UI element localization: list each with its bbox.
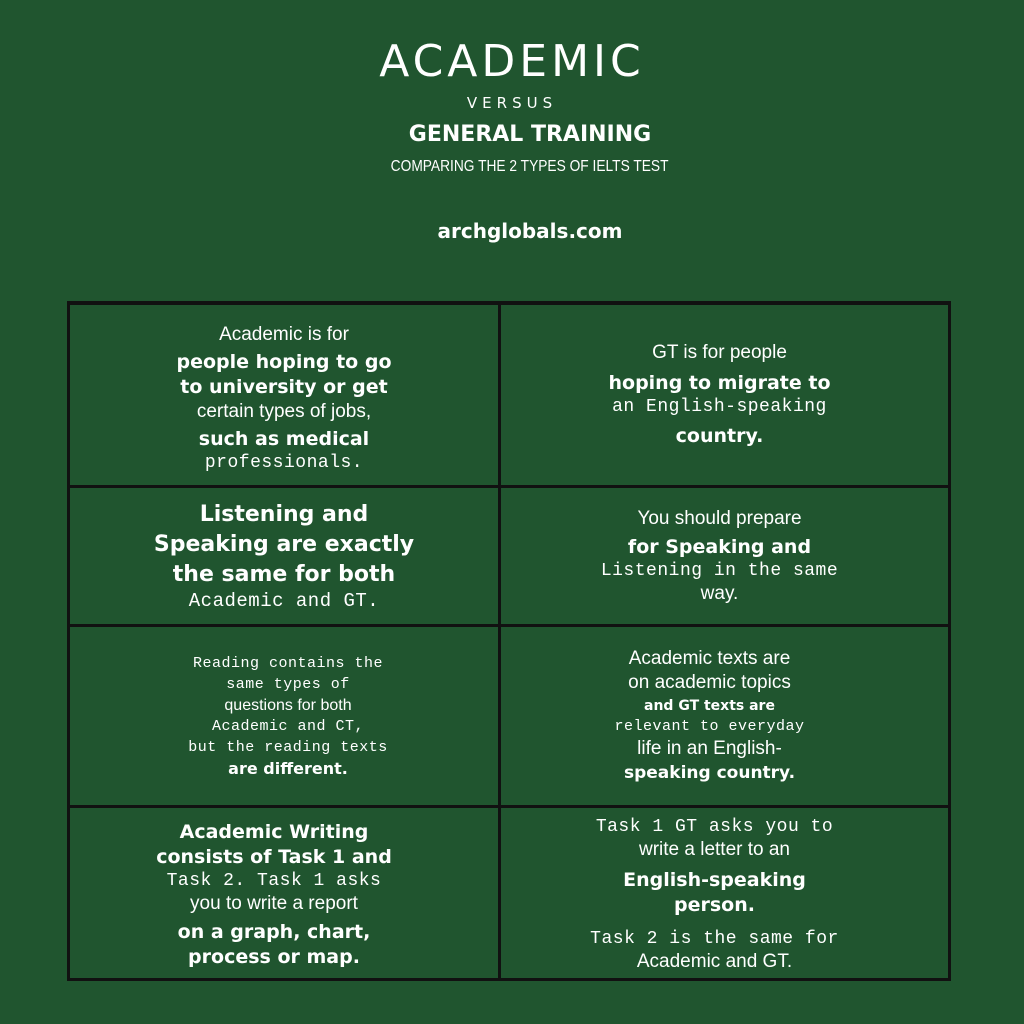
- cell-text: Task 2. Task 1 asks: [166, 870, 382, 891]
- cell-text: on a graph, chart,: [177, 920, 371, 943]
- cell-text: professionals.: [204, 452, 364, 473]
- cell-text: on academic topics: [628, 672, 791, 693]
- cell-text: are different.: [228, 759, 348, 778]
- cell-text: process or map.: [188, 945, 360, 968]
- cell-text: Listening in the same: [600, 560, 839, 581]
- page-subtitle: GENERAL TRAINING: [408, 122, 652, 147]
- cell-text: hoping to migrate to: [608, 372, 831, 394]
- cell-prepare: [501, 488, 948, 624]
- page-title: ACADEMIC: [379, 36, 645, 87]
- cell-text: the same for both: [172, 562, 396, 587]
- cell-text: life in an English-: [637, 738, 782, 759]
- cell-academic-for: [70, 305, 498, 485]
- versus-label: VERSUS: [466, 94, 558, 112]
- cell-text: but the reading texts: [188, 739, 388, 756]
- cell-text: Academic and CT,: [211, 718, 365, 735]
- cell-text: people hoping to go: [176, 350, 392, 373]
- cell-text: certain types of jobs,: [196, 400, 372, 422]
- cell-text: You should prepare: [637, 507, 802, 529]
- comparison-caption: COMPARING THE 2 TYPES OF IELTS TEST: [390, 158, 669, 175]
- cell-text: person.: [674, 893, 755, 916]
- cell-text: to university or get: [180, 375, 388, 398]
- cell-reading-types: [70, 627, 498, 805]
- cell-text: Reading contains the: [192, 655, 384, 672]
- cell-listening-speaking: [70, 488, 498, 624]
- cell-text: you to write a report: [190, 892, 358, 914]
- cell-text: speaking country.: [623, 763, 796, 783]
- header: [0, 0, 1024, 300]
- cell-text: same types of: [226, 676, 350, 693]
- cell-text: way.: [700, 582, 739, 604]
- comparison-table: [67, 301, 951, 981]
- cell-text: relevant to everyday: [614, 718, 805, 735]
- cell-academic-writing: [70, 808, 498, 981]
- website-url: archglobals.com: [437, 219, 623, 243]
- cell-text: Academic Writing: [179, 820, 369, 843]
- cell-academic-texts: [501, 627, 948, 805]
- cell-text: Academic and GT.: [636, 950, 793, 972]
- cell-gt-for: [501, 305, 948, 485]
- cell-text: consists of Task 1 and: [156, 845, 392, 868]
- cell-text: English-speaking: [623, 868, 806, 891]
- cell-text: an English-speaking: [612, 397, 827, 417]
- cell-text: Academic and GT.: [188, 590, 380, 612]
- cell-text: questions for both: [224, 697, 352, 714]
- cell-text: country.: [675, 425, 764, 447]
- cell-text: and GT texts are: [644, 698, 775, 714]
- cell-text: Academic is for: [219, 323, 349, 345]
- cell-text: Task 1 GT asks you to: [595, 816, 834, 837]
- cell-text: for Speaking and: [627, 535, 812, 558]
- cell-text: such as medical: [198, 427, 370, 450]
- cell-text: Academic texts are: [628, 648, 791, 669]
- cell-text: Task 2 is the same for: [590, 928, 839, 949]
- cell-text: write a letter to an: [638, 838, 791, 860]
- cell-text: Speaking are exactly: [153, 532, 415, 557]
- cell-gt-writing: [501, 808, 948, 981]
- cell-text: GT is for people: [652, 342, 787, 363]
- cell-text: Listening and: [199, 502, 369, 527]
